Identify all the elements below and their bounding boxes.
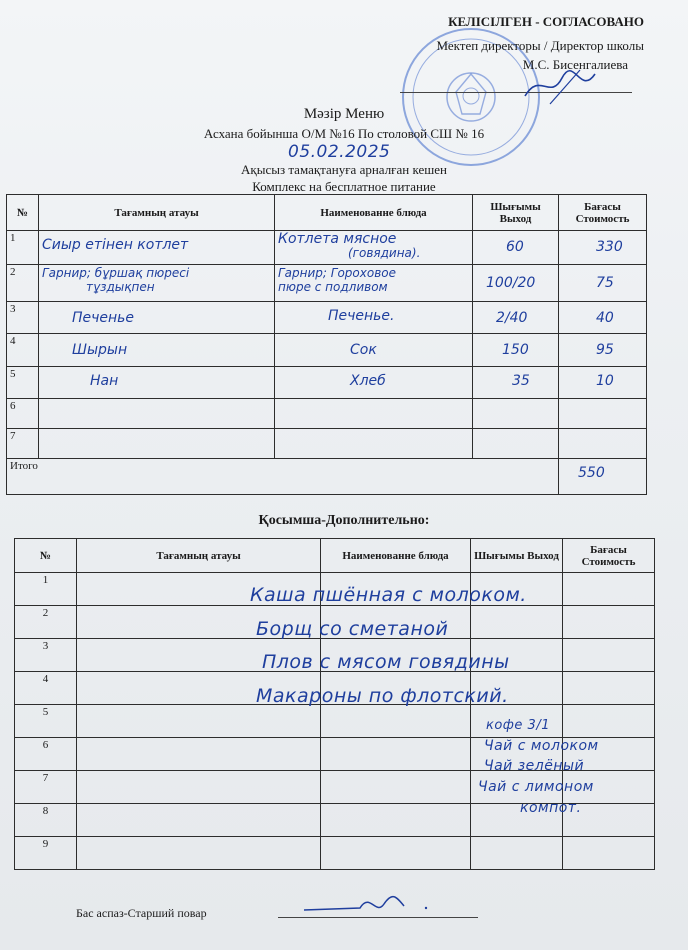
dish-yield: 2/40 xyxy=(496,310,528,326)
dish-yield: 35 xyxy=(512,373,530,389)
dish-yield: 100/20 xyxy=(486,275,536,291)
add-dish-3: Плов с мясом говядины xyxy=(262,651,510,673)
dish-yield: 60 xyxy=(506,239,524,255)
additional-title: Қосымша-Дополнительно: xyxy=(258,513,430,528)
col-cost: Бағасы Стоимость xyxy=(563,539,655,573)
dish-ru: Гарнир; Гороховое xyxy=(278,266,397,280)
add-dish-7: Чай зелёный xyxy=(484,758,585,774)
table-row: 7 xyxy=(7,429,647,459)
add-dish-4: Макароны по флотский. xyxy=(256,685,509,707)
dish-kz-cont: тұздықпен xyxy=(86,280,155,294)
col-num: № xyxy=(15,539,77,573)
dish-cost: 95 xyxy=(596,342,614,358)
col-name-kz: Тағамның атауы xyxy=(39,195,275,231)
dish-ru-cont: (говядина). xyxy=(348,246,421,260)
col-name-ru: Наименованне блюда xyxy=(275,195,473,231)
col-yield: Шығымы Выход xyxy=(471,539,563,573)
page-title: Мәзір Меню xyxy=(303,106,385,122)
program-kz: Ақысыз тамақтануға арналған кешен xyxy=(241,162,447,177)
program-ru: Комплекс на бесплатное питание xyxy=(252,179,436,194)
director-signature xyxy=(520,66,600,106)
dish-kz: Нан xyxy=(90,373,119,389)
canteen-line: Асхана бойынша О/М №16 По столовой СШ № 16 xyxy=(203,126,485,141)
table-row: 1 Сиыр етінен котлет Котлета мясное (говядина). 60 330 xyxy=(7,231,647,265)
dish-ru-cont: пюре с подливом xyxy=(278,280,388,294)
additional-menu-table: № Тағамның атауы Наименованне блюда Шығымы Выход Бағасы Стоимость 1 2 3 4 5 6 7 8 9 xyxy=(14,538,655,870)
col-num: № xyxy=(7,195,39,231)
director-position: Мектеп директоры / Директор школы xyxy=(436,38,644,53)
total-row xyxy=(7,459,647,495)
chef-signature xyxy=(300,888,440,920)
dish-cost: 330 xyxy=(596,239,623,255)
dish-ru: Хлеб xyxy=(350,373,386,389)
director-name: М.С. Бисенгалиева xyxy=(522,57,628,72)
dish-ru: Котлета мясное xyxy=(278,231,397,247)
total-value: 550 xyxy=(578,465,605,481)
table-row: 3 Печенье Печенье. 2/40 40 xyxy=(7,302,647,334)
add-dish-6: Чай с молоком xyxy=(484,738,599,754)
dish-cost: 40 xyxy=(596,310,614,326)
chef-label: Бас аспаз-Старший повар xyxy=(76,906,207,920)
table-row: 2 Гарнир; бұршақ пюресі тұздықпен Гарнир; Гороховое пюре с подливом 100/20 75 xyxy=(7,265,647,302)
dish-kz: Шырын xyxy=(72,342,128,358)
dish-kz: Гарнир; бұршақ пюресі xyxy=(42,266,190,280)
dish-ru: Сок xyxy=(350,342,377,358)
dish-cost: 10 xyxy=(596,373,614,389)
add-dish-8: Чай с лимоном xyxy=(478,779,594,795)
add-dish-1: Каша пшённая с молоком. xyxy=(250,584,527,606)
total-label: Итого xyxy=(7,459,559,495)
table-row: 5 Нан Хлеб 35 10 xyxy=(7,367,647,399)
table-row: 6 xyxy=(7,399,647,429)
add-dish-9: компот. xyxy=(520,800,582,816)
add-dish-5: кофе 3/1 xyxy=(486,718,550,733)
approval-title: КЕЛІСІЛГЕН - СОГЛАСОВАНО xyxy=(448,14,644,29)
main-menu-table xyxy=(6,194,647,495)
col-yield: Шығымы Выход xyxy=(473,195,559,231)
add-dish-2: Борщ со сметаной xyxy=(256,618,449,640)
menu-date: 05.02.2025 xyxy=(288,142,391,162)
col-name-kz: Тағамның атауы xyxy=(77,539,321,573)
dish-ru: Печенье. xyxy=(328,308,395,324)
col-cost: Бағасы Стоимость xyxy=(559,195,647,231)
dish-cost: 75 xyxy=(596,275,614,291)
dish-yield: 150 xyxy=(502,342,529,358)
dish-kz: Печенье xyxy=(72,310,135,326)
table-row: 4 Шырын Сок 150 95 xyxy=(7,334,647,367)
dish-kz: Сиыр етінен котлет xyxy=(42,237,189,253)
col-name-ru: Наименованне блюда xyxy=(321,539,471,573)
